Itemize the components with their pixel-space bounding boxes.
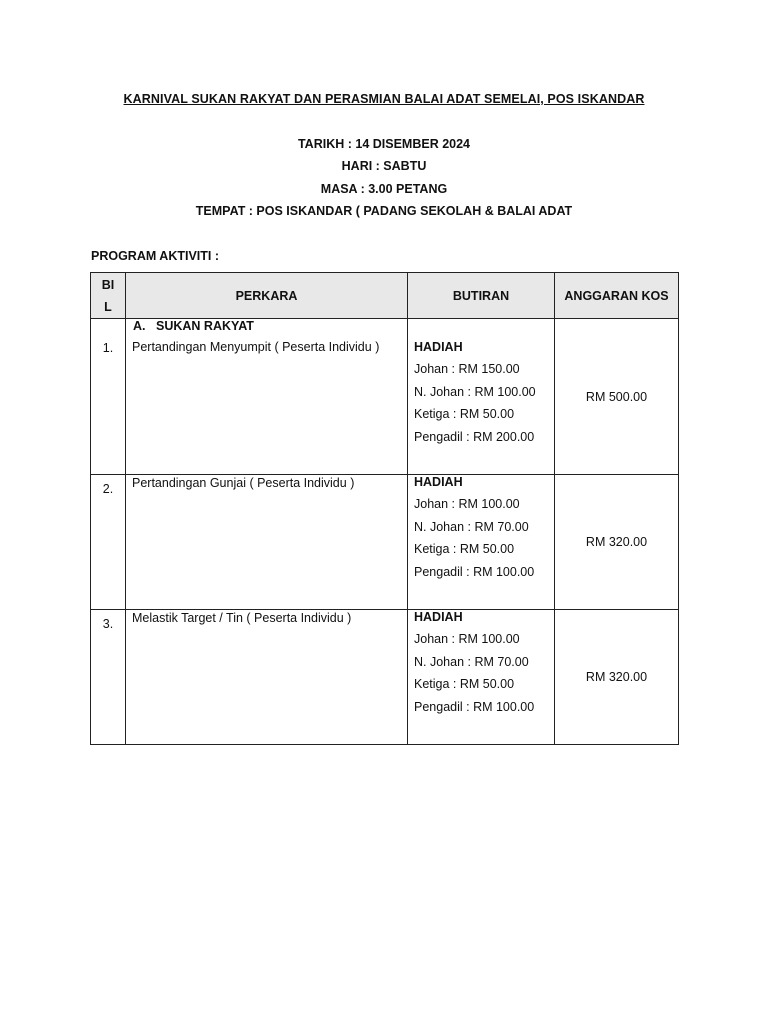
header-perkara: PERKARA [126,273,408,319]
activity-name: Pertandingan Gunjai ( Peserta Individu ) [132,476,355,490]
hadiah-label: HADIAH [414,475,463,489]
hadiah-label: HADIAH [414,610,463,624]
table-row [91,319,679,475]
prize-ketiga: Ketiga : RM 50.00 [414,677,515,692]
event-venue: TEMPAT : POS ISKANDAR ( PADANG SEKOLAH & BALAI ADAT [195,203,573,218]
subsection-heading [132,319,407,333]
cell-butiran [408,319,555,475]
prize-pengadil: Pengadil : RM 100.00 [414,699,535,714]
table-row [91,610,679,745]
prize-johan: Johan : RM 100.00 [414,497,520,512]
cell-anggaran-kos: RM 320.00 [555,475,679,610]
bil-number: 1. [102,341,114,355]
prize-ketiga: Ketiga : RM 50.00 [414,407,515,422]
cell-anggaran-kos: RM 320.00 [555,610,679,745]
subsection-letter: A. [133,319,146,333]
program-heading: PROGRAM AKTIVITI : [91,249,220,263]
subsection-label: SUKAN RAKYAT [156,319,254,333]
activity-name: Pertandingan Menyumpit ( Peserta Individu ) [132,340,380,354]
header-anggaran-kos: ANGGARAN KOS [555,273,679,319]
hadiah-label: HADIAH [414,340,463,354]
cell-butiran [408,475,555,610]
cell-bil [91,610,126,745]
table-row [91,475,679,610]
event-date: TARIKH : 14 DISEMBER 2024 [297,137,471,151]
header-butiran: BUTIRAN [408,273,555,319]
program-table [90,272,679,745]
prize-johan: Johan : RM 100.00 [414,632,520,647]
cell-perkara [126,319,408,475]
cell-bil [91,475,126,610]
prize-naib-johan: N. Johan : RM 70.00 [414,654,529,669]
cell-bil [91,319,126,475]
bil-number: 3. [102,617,114,631]
document-title: KARNIVAL SUKAN RAKYAT DAN PERASMIAN BALAI ADAT SEMELAI, POS ISKANDAR [123,92,645,106]
cell-butiran [408,610,555,745]
event-time: MASA : 3.00 PETANG [320,181,448,196]
prize-johan: Johan : RM 150.00 [414,362,520,377]
table-header-row [91,273,679,319]
cell-perkara [126,475,408,610]
prize-pengadil: Pengadil : RM 200.00 [414,429,535,444]
activity-name: Melastik Target / Tin ( Peserta Individu ) [132,611,352,625]
cell-perkara [126,610,408,745]
prize-naib-johan: N. Johan : RM 70.00 [414,519,529,534]
cell-anggaran-kos: RM 500.00 [555,319,679,475]
prize-ketiga: Ketiga : RM 50.00 [414,542,515,557]
prize-pengadil: Pengadil : RM 100.00 [414,564,535,579]
bil-number: 2. [102,482,114,496]
header-bil [91,273,126,319]
prize-naib-johan: N. Johan : RM 100.00 [414,384,536,399]
event-details [0,137,768,226]
header-bil-line1: BI [101,277,115,292]
event-day: HARI : SABTU [341,159,427,174]
header-bil-line2: L [104,299,112,314]
